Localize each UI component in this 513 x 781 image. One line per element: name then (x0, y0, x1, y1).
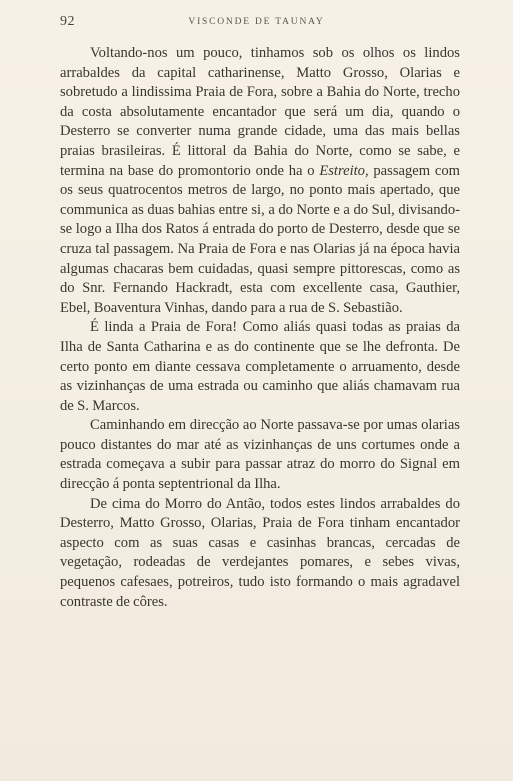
paragraph-text: Voltando-nos um pouco, tinhamos sob os olhos os lindos arrabaldes da capital catharinense, Matto Grosso, Olarias e sobretudo a lindissima Praia de Fora, sobre a Bahia do Norte, trecho da costa absolutamente encantador que será um dia, quando o Desterro se converter numa grande cidade, uma das mais bellas praias brasileiras. É littoral da Bahia do Norte, como se sabe, e termina na base do promontorio onde ha o (60, 45, 460, 179)
paragraph (60, 318, 460, 416)
body-text (60, 44, 460, 612)
italic-term: Estreito (319, 162, 365, 179)
page-header (40, 14, 473, 32)
paragraph-text: Caminhando em direcção ao Norte passava-se por umas olarias pouco distantes do mar até as vizinhanças de uns cortumes onde a estrada começava a subir para passar atraz do morro do Signal em direcção á ponta septentrional da Ilha. (60, 417, 460, 493)
page-number: 92 (60, 14, 75, 29)
paragraph-text: De cima do Morro do Antão, todos estes lindos arrabaldes do Desterro, Matto Grosso, Olarias, Praia de Fora tinham encantador aspecto com as suas casas e casinhas brancas, cercadas de vegetação, rodeadas de verdejantes pomares, e sebes vivas, pequenos cafesaes, potreiros, tudo isto formando o mais agradavel contraste de côres. (60, 495, 460, 610)
paragraph-text: É linda a Praia de Fora! Como aliás quasi todas as praias da Ilha de Santa Catharina e as do continente que se lhe defronta. De certo ponto em diante cessava completamente o arruamento, desde as vizinhanças de uma estrada ou caminho que aliás chamavam rua de S. Marcos. (60, 319, 460, 414)
paragraph (60, 44, 460, 318)
paragraph (60, 416, 460, 494)
paragraph (60, 495, 460, 613)
running-head: VISCONDE DE TAUNAY (188, 17, 325, 27)
paragraph-text: , passagem com os seus quatrocentos metros de largo, no ponto mais apertado, que communica as duas bahias entre si, a do Norte e a do Sul, divisando-se logo a Ilha dos Ratos á entrada do porto de Desterro, desde que se cruza tal passagem. Na Praia de Fora e nas Olarias já na época havia algumas chacaras bem cuidadas, quasi sempre pittorescas, como as do Snr. Fernando Hackradt, esta com excellente casa, Gauthier, Ebel, Boaventura Vinhas, dando para a rua de S. Sebastião. (60, 162, 461, 316)
